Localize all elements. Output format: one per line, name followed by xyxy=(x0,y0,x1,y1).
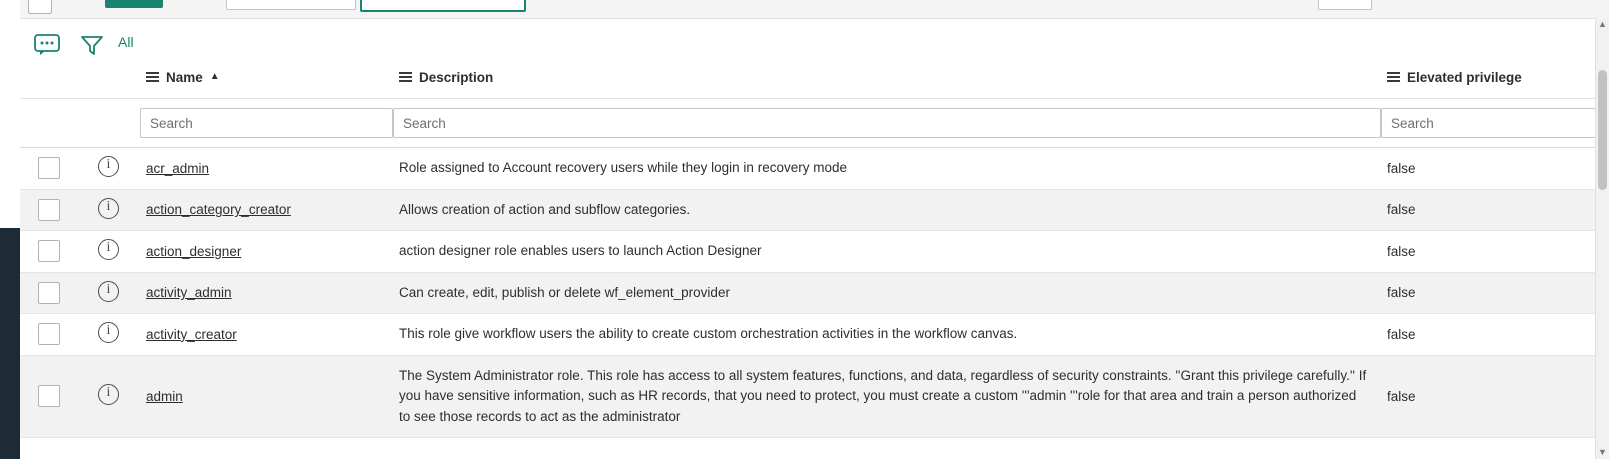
filter-cell-name xyxy=(140,99,393,148)
table-body xyxy=(20,148,1609,438)
row-select-cell xyxy=(20,189,78,231)
filter-cell-select xyxy=(20,99,78,148)
role-name-link[interactable]: activity_admin xyxy=(146,285,232,301)
column-filter-row xyxy=(20,99,1609,148)
scrollbar-thumb[interactable] xyxy=(1598,70,1607,190)
row-name-cell xyxy=(140,231,393,273)
row-info-cell xyxy=(78,189,140,231)
row-info-cell xyxy=(78,148,140,190)
column-label-elevated-privilege: Elevated privilege xyxy=(1407,69,1522,85)
row-info-cell xyxy=(78,355,140,438)
all-filter-link[interactable]: All xyxy=(118,34,134,50)
row-checkbox[interactable] xyxy=(38,282,60,304)
search-input-description[interactable] xyxy=(393,108,1381,138)
info-icon[interactable] xyxy=(98,239,119,260)
row-elevated-privilege-cell: false xyxy=(1381,189,1609,231)
row-name-cell xyxy=(140,314,393,356)
table-row[interactable] xyxy=(20,148,1609,190)
row-checkbox[interactable] xyxy=(38,240,60,262)
row-elevated-privilege-cell: false xyxy=(1381,314,1609,356)
row-description-cell: The System Administrator role. This role has access to all system features, functions, and data, regardless of security constraints. ''Grant this privilege carefully.'' If you have sensitive information, such as HR records, that you need to protect, you must create a custom '''admin '''role for that area and train a person authorized to see those records to act as the administrator xyxy=(393,355,1381,438)
row-elevated-privilege-cell: false xyxy=(1381,355,1609,438)
role-name-link[interactable]: action_category_creator xyxy=(146,202,291,218)
left-rail-dark-section xyxy=(0,228,20,459)
role-name-link[interactable]: admin xyxy=(146,388,183,404)
column-header-name[interactable] xyxy=(140,56,393,99)
search-input-name[interactable] xyxy=(140,108,393,138)
column-menu-icon-description[interactable] xyxy=(399,72,412,82)
table-row[interactable] xyxy=(20,272,1609,314)
info-icon[interactable] xyxy=(98,322,119,343)
table-row[interactable] xyxy=(20,355,1609,438)
info-icon[interactable] xyxy=(98,281,119,302)
filter-cell-info xyxy=(78,99,140,148)
row-select-cell xyxy=(20,314,78,356)
toolbar-checkbox[interactable] xyxy=(28,0,52,14)
header-select-column xyxy=(20,56,78,99)
row-name-cell xyxy=(140,189,393,231)
row-description-cell: Allows creation of action and subflow categories. xyxy=(393,189,1381,231)
row-info-cell xyxy=(78,272,140,314)
toolbar-input-b-focused[interactable] xyxy=(360,0,526,12)
row-description-cell: Role assigned to Account recovery users while they login in recovery mode xyxy=(393,148,1381,190)
info-icon[interactable] xyxy=(98,198,119,219)
comment-icon[interactable] xyxy=(32,32,62,58)
row-select-cell xyxy=(20,231,78,273)
row-elevated-privilege-cell: false xyxy=(1381,272,1609,314)
row-checkbox[interactable] xyxy=(38,323,60,345)
search-input-elevated-privilege[interactable] xyxy=(1381,108,1609,138)
row-select-cell xyxy=(20,272,78,314)
table-row[interactable] xyxy=(20,189,1609,231)
row-checkbox[interactable] xyxy=(38,385,60,407)
row-description-cell: Can create, edit, publish or delete wf_element_provider xyxy=(393,272,1381,314)
scroll-up-icon[interactable]: ▲ xyxy=(1598,19,1607,29)
sort-ascending-icon: ▲ xyxy=(209,71,220,82)
row-name-cell xyxy=(140,148,393,190)
column-header-elevated-privilege[interactable] xyxy=(1381,56,1609,99)
row-description-cell: action designer role enables users to launch Action Designer xyxy=(393,231,1381,273)
table-row[interactable] xyxy=(20,314,1609,356)
roles-table-container xyxy=(20,56,1609,459)
column-label-description: Description xyxy=(419,69,494,85)
row-info-cell xyxy=(78,231,140,273)
row-info-cell xyxy=(78,314,140,356)
roles-table xyxy=(20,56,1609,438)
row-name-cell xyxy=(140,355,393,438)
row-description-cell: This role give workflow users the ability to create custom orchestration activities in the workflow canvas. xyxy=(393,314,1381,356)
left-rail-top xyxy=(0,0,20,18)
filter-icon[interactable] xyxy=(78,32,106,58)
row-elevated-privilege-cell: false xyxy=(1381,231,1609,273)
info-icon[interactable] xyxy=(98,156,119,177)
role-name-link[interactable]: activity_creator xyxy=(146,326,237,342)
filter-cell-elevated-privilege xyxy=(1381,99,1609,148)
info-icon[interactable] xyxy=(98,384,119,405)
table-header xyxy=(20,56,1609,99)
toolbar-primary-button[interactable] xyxy=(105,0,163,8)
row-name-cell xyxy=(140,272,393,314)
row-select-cell xyxy=(20,148,78,190)
table-row[interactable] xyxy=(20,231,1609,273)
scroll-down-icon[interactable]: ▼ xyxy=(1598,447,1607,457)
row-elevated-privilege-cell: false xyxy=(1381,148,1609,190)
role-name-link[interactable]: acr_admin xyxy=(146,160,210,176)
vertical-scrollbar[interactable] xyxy=(1595,18,1609,459)
column-menu-icon-elevated-privilege[interactable] xyxy=(1387,72,1400,82)
row-checkbox[interactable] xyxy=(38,157,60,179)
row-select-cell xyxy=(20,355,78,438)
header-info-column xyxy=(78,56,140,99)
toolbar-input-c[interactable] xyxy=(1318,0,1372,10)
role-name-link[interactable]: action_designer xyxy=(146,243,242,259)
column-header-description[interactable] xyxy=(393,56,1381,99)
column-menu-icon-name[interactable] xyxy=(146,72,159,82)
top-toolbar-strip xyxy=(0,0,1609,19)
filter-cell-description xyxy=(393,99,1381,148)
toolbar-input-a[interactable] xyxy=(226,0,356,10)
column-label-name: Name xyxy=(166,69,203,85)
row-checkbox[interactable] xyxy=(38,199,60,221)
